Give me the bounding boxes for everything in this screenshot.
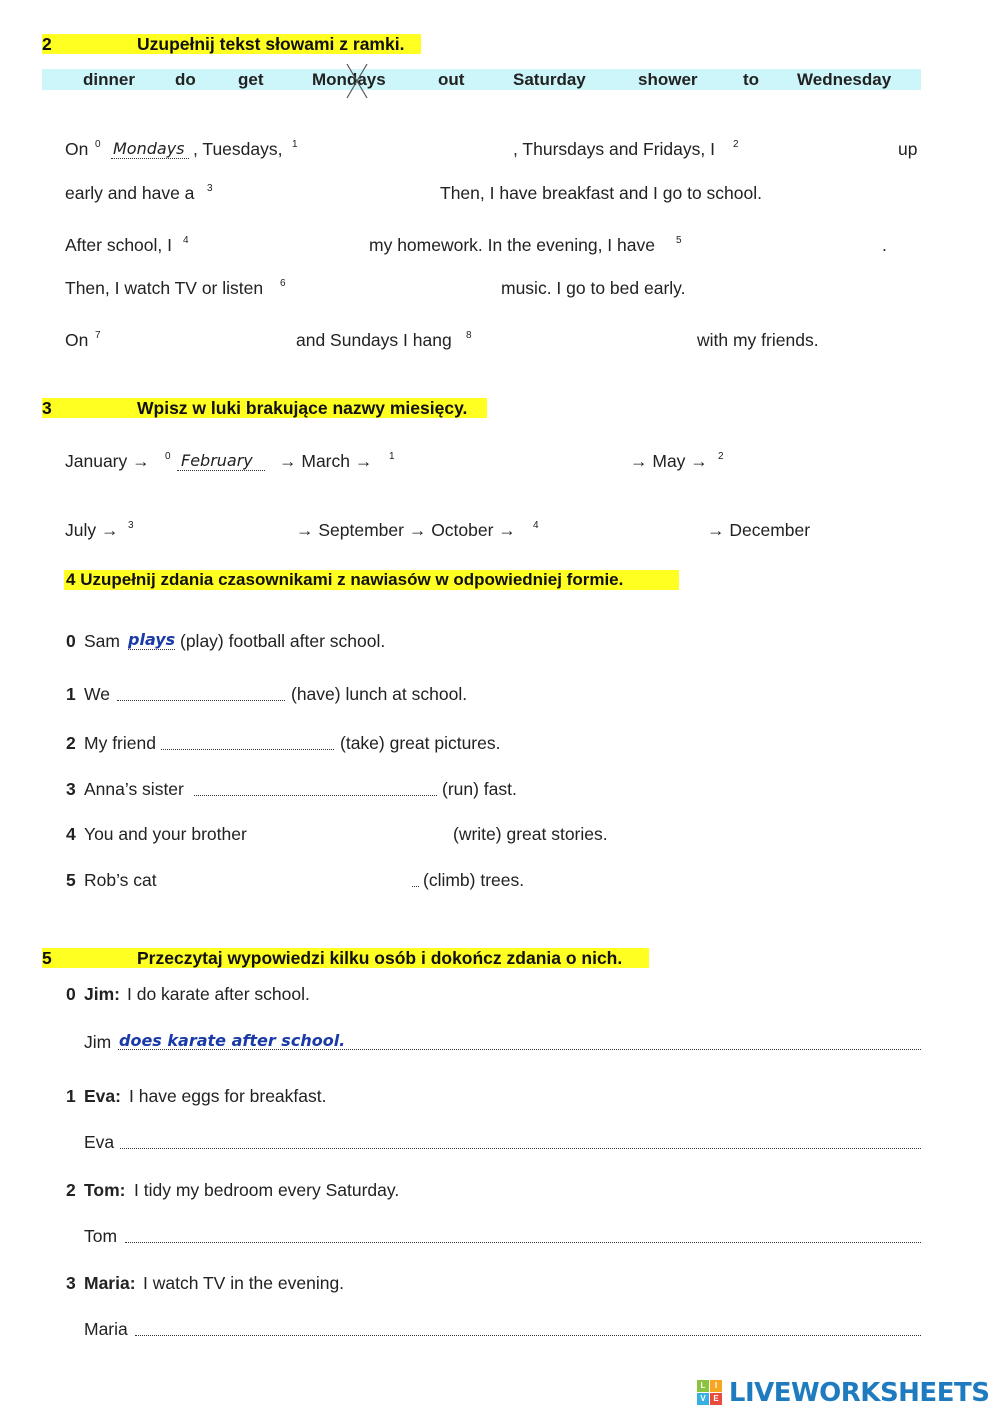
ex3-text: → December	[707, 520, 811, 540]
item-end: (play) football after school.	[180, 631, 386, 651]
ex2-text: music. I go to bed early.	[501, 278, 686, 298]
gap-number: 7	[95, 330, 101, 341]
answer-field-3[interactable]	[218, 180, 432, 202]
example-answer: plays	[128, 630, 176, 649]
ex2-text: , Thursdays and Fridays, I	[513, 139, 715, 159]
sentence-subject: Eva	[84, 1132, 115, 1152]
gap-number: 0	[165, 451, 171, 462]
speaker-name: Tom:	[84, 1180, 126, 1200]
ex5-number: 5	[42, 948, 52, 968]
ex2-text: early and have a	[65, 183, 195, 203]
item-start: You and your brother	[84, 824, 247, 844]
gap-number: 2	[718, 451, 724, 462]
month-field-3[interactable]	[140, 517, 294, 539]
verb-field-4[interactable]	[265, 821, 449, 841]
word-box-item: do	[175, 70, 196, 89]
ex4-instruction: Uzupełnij zdania czasownikami z nawiasów w odpowiedniej formie.	[80, 570, 624, 589]
item-end: (have) lunch at school.	[291, 684, 468, 704]
word-box-item: out	[438, 70, 465, 89]
item-start: We	[84, 684, 110, 704]
sentence-field-1[interactable]	[120, 1129, 925, 1149]
cross-out-mark	[345, 62, 369, 100]
ex2-text: my homework. In the evening, I have	[369, 235, 655, 255]
answer-field-2[interactable]	[745, 136, 897, 158]
word-box-item: dinner	[83, 70, 135, 89]
liveworksheets-logo	[697, 1378, 989, 1410]
logo-mark-icon: L I V E	[697, 1380, 723, 1406]
ex2-number: 2	[42, 34, 52, 54]
sentence-field-3[interactable]	[135, 1316, 925, 1336]
answer-field-4[interactable]	[195, 232, 367, 254]
example-answer: Mondays	[111, 139, 189, 159]
ex3-text: July →	[65, 520, 119, 540]
ex3-text: → March →	[279, 451, 373, 471]
ex2-text: .	[882, 235, 887, 255]
verb-field-3[interactable]	[194, 776, 441, 796]
word-box-item: get	[238, 70, 264, 89]
ex2-text: Then, I have breakfast and I go to school.	[440, 183, 763, 203]
month-field-1[interactable]	[402, 448, 626, 470]
item-start: Rob’s cat	[84, 870, 157, 890]
answer-field-1[interactable]	[302, 136, 511, 158]
item-number: 1	[66, 684, 76, 704]
word-box-item-crossed: Mondays	[312, 70, 386, 89]
ex3-text: → May →	[630, 451, 708, 471]
item-number: 1	[66, 1086, 76, 1106]
sentence-subject: Tom	[84, 1226, 118, 1246]
speaker-name: Eva:	[84, 1086, 121, 1106]
speaker-quote: I do karate after school.	[127, 984, 310, 1004]
ex5-header	[42, 948, 649, 968]
item-end: (climb) trees.	[423, 870, 525, 890]
ex3-text: January →	[65, 451, 150, 471]
gap-number: 1	[292, 139, 298, 150]
speaker-quote: I have eggs for breakfast.	[129, 1086, 327, 1106]
item-start: My friend	[84, 733, 156, 753]
gap-number: 4	[533, 520, 539, 531]
sentence-field-2[interactable]	[125, 1223, 925, 1243]
sentence-subject: Maria	[84, 1319, 128, 1339]
ex4-number: 4	[66, 570, 76, 589]
ex4-header	[64, 570, 679, 590]
ex2-text: with my friends.	[697, 330, 819, 350]
verb-field-5[interactable]	[168, 867, 422, 887]
item-number: 5	[66, 870, 76, 890]
item-end: (run) fast.	[442, 779, 517, 799]
ex3-number: 3	[42, 398, 52, 418]
verb-field-1[interactable]	[117, 681, 289, 701]
month-field-4[interactable]	[545, 517, 704, 539]
gap-number: 8	[466, 330, 472, 341]
word-box-item: Saturday	[513, 70, 586, 89]
ex2-instruction: Uzupełnij tekst słowami z ramki.	[137, 34, 405, 54]
ex2-text: After school, I	[65, 235, 172, 255]
ex3-instruction: Wpisz w luki brakujące nazwy miesięcy.	[137, 398, 468, 418]
item-number: 2	[66, 1180, 76, 1200]
item-start: Sam	[84, 631, 120, 651]
answer-field-6[interactable]	[292, 275, 496, 297]
ex2-text: Then, I watch TV or listen	[65, 278, 264, 298]
gap-number: 2	[733, 139, 739, 150]
answer-field-5[interactable]	[688, 232, 882, 254]
item-number: 0	[66, 631, 76, 651]
speaker-name: Maria:	[84, 1273, 136, 1293]
ex3-text: → September → October →	[296, 520, 516, 540]
ex2-header	[42, 34, 421, 54]
item-number: 2	[66, 733, 76, 753]
gap-number: 6	[280, 278, 286, 289]
item-number: 3	[66, 779, 76, 799]
ex2-text: and Sundays I hang	[296, 330, 452, 350]
answer-field-7[interactable]	[108, 327, 292, 349]
month-field-2[interactable]	[730, 448, 924, 470]
ex2-text: On	[65, 330, 89, 350]
ex2-text: , Tuesdays,	[193, 139, 283, 159]
item-end: (write) great stories.	[453, 824, 608, 844]
ex5-instruction: Przeczytaj wypowiedzi kilku osób i dokończ zdania o nich.	[137, 948, 623, 968]
speaker-name: Jim:	[84, 984, 120, 1004]
item-number: 3	[66, 1273, 76, 1293]
speaker-quote: I tidy my bedroom every Saturday.	[134, 1180, 400, 1200]
word-box-item: Wednesday	[797, 70, 892, 89]
logo-text: LIVEWORKSHEETS	[728, 1378, 990, 1408]
word-box	[42, 69, 921, 90]
ex2-text: On	[65, 139, 89, 159]
gap-number: 5	[676, 235, 682, 246]
gap-number: 3	[128, 520, 134, 531]
gap-number: 4	[183, 235, 189, 246]
gap-number: 3	[207, 183, 213, 194]
ex2-text: up	[898, 139, 918, 159]
speaker-quote: I watch TV in the evening.	[143, 1273, 345, 1293]
example-answer: does karate after school.	[119, 1031, 346, 1050]
ex3-header	[42, 398, 487, 418]
gap-number: 0	[95, 139, 101, 150]
answer-field-8[interactable]	[478, 327, 692, 349]
word-box-item: shower	[638, 70, 698, 89]
word-box-item: to	[743, 70, 760, 89]
item-number: 0	[66, 984, 76, 1004]
item-end: (take) great pictures.	[340, 733, 501, 753]
verb-field-2[interactable]	[161, 730, 338, 750]
item-start: Anna’s sister	[84, 779, 184, 799]
item-number: 4	[66, 824, 76, 844]
example-answer: February	[177, 451, 265, 471]
sentence-subject: Jim	[84, 1032, 112, 1052]
gap-number: 1	[389, 451, 395, 462]
